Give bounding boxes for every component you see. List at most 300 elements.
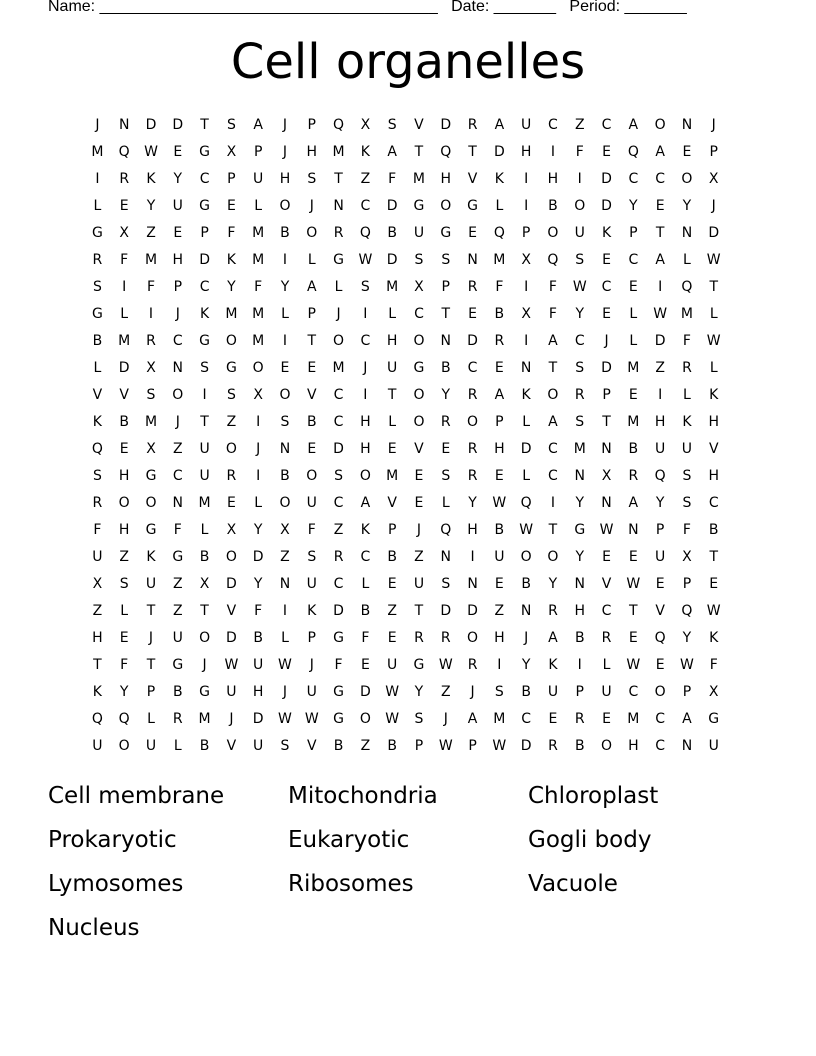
grid-letter: U — [413, 575, 425, 592]
grid-letter: O — [306, 224, 318, 241]
grid-row — [84, 165, 727, 192]
grid-letter: H — [494, 440, 505, 457]
grid-letter: Y — [682, 197, 692, 214]
grid-letter: T — [629, 602, 638, 619]
grid-letter: G — [467, 197, 478, 214]
grid-letter: O — [225, 440, 237, 457]
grid-letter: W — [492, 737, 507, 754]
grid-letter: Z — [494, 602, 505, 619]
grid-letter: R — [119, 170, 130, 187]
grid-letter: V — [467, 170, 478, 187]
grid-row — [84, 408, 727, 435]
grid-letter: R — [467, 440, 478, 457]
grid-letter: S — [441, 575, 451, 592]
grid-letter: R — [172, 710, 183, 727]
grid-letter: N — [520, 359, 532, 376]
grid-letter: E — [628, 548, 638, 565]
grid-letter: M — [252, 332, 265, 349]
grid-letter: I — [363, 386, 368, 403]
grid-letter: U — [547, 683, 559, 700]
grid-letter: M — [573, 440, 586, 457]
grid-letter: J — [604, 332, 609, 349]
grid-letter: E — [360, 656, 370, 673]
grid-letter: L — [281, 629, 289, 646]
grid-letter: D — [225, 629, 237, 646]
grid-letter: B — [280, 467, 290, 484]
grid-letter: E — [441, 440, 451, 457]
grid-letter: T — [602, 413, 611, 430]
grid-letter: C — [172, 332, 183, 349]
grid-row — [84, 516, 727, 543]
grid-letter: S — [92, 278, 102, 295]
grid-letter: X — [360, 116, 371, 133]
grid-letter: X — [92, 575, 103, 592]
grid-letter: K — [601, 224, 612, 241]
grid-letter: U — [199, 467, 210, 484]
grid-letter: I — [524, 332, 529, 349]
grid-letter: Z — [333, 521, 344, 538]
grid-row — [84, 597, 727, 624]
grid-letter: T — [307, 332, 317, 349]
grid-letter: P — [307, 305, 316, 322]
grid-letter: C — [467, 359, 478, 376]
grid-letter: Q — [333, 116, 345, 133]
grid-letter: E — [709, 575, 719, 592]
grid-letter: D — [359, 683, 371, 700]
grid-letter: Z — [387, 602, 397, 619]
grid-letter: V — [226, 737, 237, 754]
grid-letter: N — [467, 575, 478, 592]
grid-letter: I — [282, 251, 288, 268]
grid-letter: S — [575, 359, 585, 376]
grid-letter: E — [494, 575, 504, 592]
grid-letter: N — [601, 440, 612, 457]
grid-letter: P — [521, 224, 531, 241]
grid-letter: O — [654, 683, 666, 700]
grid-letter: C — [199, 170, 210, 187]
grid-letter: P — [200, 224, 209, 241]
grid-letter: K — [548, 656, 558, 673]
grid-letter: T — [334, 170, 343, 187]
grid-letter: W — [626, 656, 641, 673]
word-bank-item: Eukaryotic — [288, 827, 410, 853]
grid-letter: D — [467, 602, 478, 619]
grid-letter: A — [494, 386, 505, 403]
grid-letter: X — [601, 467, 612, 484]
grid-letter: R — [467, 386, 478, 403]
grid-letter: Q — [440, 521, 452, 538]
grid-letter: V — [306, 737, 317, 754]
grid-letter: E — [655, 197, 665, 214]
grid-letter: E — [655, 575, 665, 592]
grid-letter: B — [360, 602, 371, 619]
grid-letter: U — [708, 737, 719, 754]
grid-letter: U — [199, 440, 210, 457]
grid-row — [84, 705, 727, 732]
grid-letter: W — [706, 251, 721, 268]
grid-letter: V — [655, 602, 665, 619]
grid-letter: M — [493, 251, 506, 268]
grid-letter: Y — [575, 305, 585, 322]
grid-letter: A — [306, 278, 317, 295]
grid-letter: N — [574, 467, 585, 484]
grid-letter: O — [359, 710, 371, 727]
grid-letter: M — [144, 251, 158, 268]
grid-letter: S — [146, 386, 156, 403]
word-search-grid — [84, 111, 727, 759]
grid-letter: G — [333, 251, 344, 268]
grid-letter: U — [306, 575, 317, 592]
grid-letter: M — [386, 467, 399, 484]
grid-letter: A — [548, 413, 558, 430]
grid-letter: F — [307, 521, 316, 538]
grid-letter: U — [413, 224, 425, 241]
grid-letter: G — [413, 656, 425, 673]
grid-row — [84, 489, 727, 516]
grid-letter: S — [414, 251, 424, 268]
grid-letter: I — [122, 278, 127, 295]
grid-letter: E — [628, 278, 638, 295]
grid-letter: Y — [173, 170, 183, 187]
grid-letter: V — [708, 440, 719, 457]
grid-letter: P — [414, 737, 424, 754]
grid-letter: G — [199, 683, 211, 700]
grid-letter: S — [119, 575, 129, 592]
grid-letter: C — [333, 386, 344, 403]
grid-letter: M — [332, 143, 345, 160]
grid-letter: K — [92, 413, 102, 430]
grid-letter: W — [385, 710, 400, 727]
grid-letter: T — [200, 602, 209, 619]
grid-letter: E — [173, 224, 183, 241]
grid-letter: R — [494, 332, 505, 349]
grid-row — [84, 111, 727, 138]
grid-letter: I — [256, 413, 261, 430]
word-bank-item: Cell membrane — [48, 783, 225, 809]
grid-letter: D — [440, 116, 452, 133]
grid-letter: S — [92, 467, 102, 484]
grid-letter: W — [706, 602, 721, 619]
grid-letter: N — [279, 440, 291, 457]
grid-letter: A — [253, 116, 263, 133]
grid-letter: B — [387, 737, 397, 754]
grid-letter: T — [200, 116, 209, 133]
grid-letter: C — [601, 116, 612, 133]
grid-letter: L — [200, 521, 209, 538]
grid-letter: C — [548, 467, 558, 484]
grid-letter: A — [360, 494, 371, 511]
grid-letter: L — [683, 386, 691, 403]
grid-letter: B — [119, 413, 129, 430]
grid-letter: L — [522, 413, 531, 430]
grid-letter: O — [279, 494, 291, 511]
grid-letter: W — [278, 656, 292, 673]
grid-letter: Q — [520, 494, 532, 511]
grid-letter: O — [413, 386, 425, 403]
grid-letter: X — [253, 386, 263, 403]
grid-letter: Y — [253, 521, 263, 538]
grid-letter: Y — [280, 278, 290, 295]
grid-letter: L — [307, 251, 316, 268]
grid-letter: B — [253, 629, 263, 646]
grid-letter: D — [708, 224, 720, 241]
grid-letter: T — [468, 143, 477, 160]
grid-row — [84, 354, 727, 381]
grid-letter: I — [577, 656, 582, 673]
grid-letter: S — [226, 116, 236, 133]
grid-letter: R — [601, 629, 612, 646]
grid-letter: I — [363, 305, 368, 322]
grid-letter: U — [494, 548, 505, 565]
grid-letter: M — [91, 143, 104, 160]
grid-letter: E — [602, 305, 611, 322]
grid-letter: L — [254, 494, 263, 511]
grid-letter: B — [92, 332, 103, 349]
grid-letter: A — [682, 710, 692, 727]
grid-letter: M — [118, 332, 131, 349]
grid-letter: Z — [226, 413, 237, 430]
grid-letter: L — [629, 305, 638, 322]
grid-letter: S — [200, 359, 210, 376]
grid-letter: V — [387, 494, 397, 511]
grid-letter: I — [202, 386, 207, 403]
grid-letter: V — [414, 116, 424, 133]
grid-letter: Y — [548, 575, 558, 592]
grid-letter: R — [548, 737, 558, 754]
grid-letter: O — [172, 386, 184, 403]
grid-letter: O — [413, 332, 425, 349]
grid-letter: G — [708, 710, 720, 727]
grid-letter: P — [682, 575, 692, 592]
grid-letter: L — [441, 494, 450, 511]
grid-letter: K — [360, 143, 370, 160]
grid-row — [84, 570, 727, 597]
grid-letter: L — [93, 359, 102, 376]
grid-letter: C — [574, 332, 585, 349]
grid-letter: Q — [118, 710, 130, 727]
grid-letter: F — [575, 143, 584, 160]
grid-letter: X — [708, 683, 719, 700]
grid-letter: E — [602, 251, 611, 268]
grid-row — [84, 462, 727, 489]
grid-letter: D — [601, 170, 612, 187]
grid-letter: G — [333, 710, 344, 727]
grid-letter: U — [387, 656, 398, 673]
grid-letter: Q — [118, 143, 130, 160]
grid-letter: G — [91, 224, 103, 241]
grid-letter: P — [682, 683, 692, 700]
grid-letter: T — [387, 386, 397, 403]
grid-letter: P — [655, 521, 665, 538]
grid-letter: R — [628, 467, 639, 484]
grid-letter: N — [628, 521, 639, 538]
grid-letter: E — [119, 197, 129, 214]
grid-letter: T — [709, 278, 718, 295]
grid-letter: F — [254, 602, 263, 619]
grid-letter: H — [494, 629, 505, 646]
grid-letter: I — [256, 467, 261, 484]
grid-letter: A — [548, 629, 558, 646]
grid-letter: M — [493, 710, 506, 727]
grid-letter: L — [254, 197, 263, 214]
grid-letter: W — [653, 305, 668, 322]
grid-letter: B — [494, 305, 505, 322]
grid-letter: K — [199, 305, 210, 322]
grid-letter: E — [226, 494, 236, 511]
grid-letter: R — [333, 548, 344, 565]
grid-letter: B — [172, 683, 183, 700]
grid-letter: Y — [682, 629, 692, 646]
grid-letter: I — [148, 305, 154, 322]
grid-letter: G — [574, 521, 586, 538]
grid-letter: A — [387, 143, 397, 160]
grid-letter: A — [655, 143, 665, 160]
grid-letter: P — [307, 629, 316, 646]
grid-letter: X — [414, 278, 424, 295]
grid-letter: N — [681, 224, 693, 241]
grid-letter: E — [387, 629, 397, 646]
word-bank-item: Gogli body — [528, 827, 652, 853]
grid-letter: E — [280, 359, 290, 376]
grid-letter: S — [334, 467, 344, 484]
grid-letter: C — [172, 467, 183, 484]
grid-letter: J — [363, 359, 368, 376]
grid-letter: Y — [119, 683, 129, 700]
grid-letter: M — [252, 251, 265, 268]
grid-letter: E — [602, 143, 611, 160]
grid-letter: U — [387, 359, 398, 376]
grid-letter: H — [92, 629, 103, 646]
grid-letter: D — [520, 737, 532, 754]
grid-letter: F — [93, 521, 102, 538]
grid-letter: Z — [172, 440, 183, 457]
grid-letter: V — [601, 575, 612, 592]
grid-row — [84, 138, 727, 165]
grid-letter: L — [388, 413, 397, 430]
grid-letter: C — [360, 548, 371, 565]
grid-letter: H — [252, 683, 264, 700]
grid-letter: N — [118, 116, 130, 133]
grid-letter: S — [307, 170, 317, 187]
grid-letter: G — [145, 521, 157, 538]
grid-letter: W — [224, 656, 239, 673]
grid-letter: D — [601, 359, 612, 376]
date-field: Date: _______ — [451, 0, 557, 15]
grid-letter: Y — [655, 494, 665, 511]
grid-letter: F — [120, 656, 129, 673]
grid-letter: N — [520, 602, 532, 619]
grid-letter: W — [358, 251, 373, 268]
grid-letter: M — [627, 359, 640, 376]
grid-letter: Y — [575, 494, 585, 511]
grid-letter: L — [334, 278, 343, 295]
grid-letter: Y — [146, 197, 156, 214]
grid-letter: K — [709, 386, 719, 403]
grid-letter: O — [118, 737, 130, 754]
grid-letter: T — [548, 359, 558, 376]
grid-letter: A — [628, 116, 639, 133]
grid-letter: I — [497, 656, 502, 673]
word-bank-item: Lymosomes — [48, 871, 184, 897]
grid-letter: U — [145, 575, 157, 592]
grid-letter: C — [708, 494, 719, 511]
grid-letter: L — [120, 305, 129, 322]
grid-letter: S — [682, 467, 692, 484]
grid-row — [84, 192, 727, 219]
grid-letter: U — [655, 548, 666, 565]
grid-letter: X — [146, 440, 156, 457]
grid-letter: H — [360, 413, 371, 430]
grid-letter: F — [334, 656, 343, 673]
grid-letter: F — [173, 521, 182, 538]
grid-letter: E — [628, 629, 638, 646]
grid-letter: U — [306, 494, 317, 511]
grid-letter: L — [709, 359, 718, 376]
grid-letter: M — [627, 710, 640, 727]
grid-letter: O — [520, 548, 532, 565]
grid-letter: T — [93, 656, 102, 673]
grid-letter: C — [655, 710, 666, 727]
grid-letter: R — [226, 467, 237, 484]
grid-letter: C — [548, 116, 558, 133]
grid-letter: B — [280, 224, 290, 241]
grid-letter: J — [470, 683, 475, 700]
grid-row — [84, 327, 727, 354]
grid-letter: W — [438, 737, 453, 754]
grid-letter: B — [387, 548, 397, 565]
grid-letter: O — [440, 197, 452, 214]
grid-letter: O — [547, 386, 559, 403]
grid-letter: H — [279, 170, 291, 187]
grid-letter: H — [467, 521, 478, 538]
grid-letter: E — [226, 197, 236, 214]
grid-letter: G — [333, 683, 344, 700]
grid-letter: P — [227, 170, 236, 187]
grid-letter: D — [252, 548, 264, 565]
grid-letter: D — [440, 602, 452, 619]
grid-letter: F — [548, 278, 557, 295]
grid-letter: O — [306, 467, 318, 484]
grid-letter: E — [414, 494, 424, 511]
grid-letter: M — [386, 278, 399, 295]
grid-letter: O — [199, 629, 211, 646]
grid-letter: F — [254, 278, 263, 295]
grid-letter: R — [574, 710, 585, 727]
grid-letter: Q — [654, 629, 666, 646]
grid-letter: H — [520, 143, 532, 160]
grid-letter: Z — [92, 602, 103, 619]
grid-letter: Z — [119, 548, 129, 565]
grid-letter: H — [360, 440, 371, 457]
grid-letter: Y — [468, 494, 477, 511]
grid-letter: B — [387, 224, 397, 241]
grid-letter: W — [304, 710, 319, 727]
grid-letter: P — [495, 413, 504, 430]
grid-letter: M — [252, 305, 265, 322]
grid-letter: D — [333, 440, 344, 457]
grid-letter: P — [307, 116, 316, 133]
grid-letter: B — [199, 737, 210, 754]
grid-letter: K — [521, 386, 531, 403]
name-field: Name: ______________________________________ — [48, 0, 438, 15]
grid-letter: G — [172, 548, 184, 565]
grid-letter: E — [602, 548, 611, 565]
grid-letter: U — [655, 440, 666, 457]
grid-letter: W — [492, 494, 507, 511]
grid-letter: D — [252, 710, 264, 727]
grid-letter: E — [119, 629, 129, 646]
grid-letter: V — [92, 386, 103, 403]
